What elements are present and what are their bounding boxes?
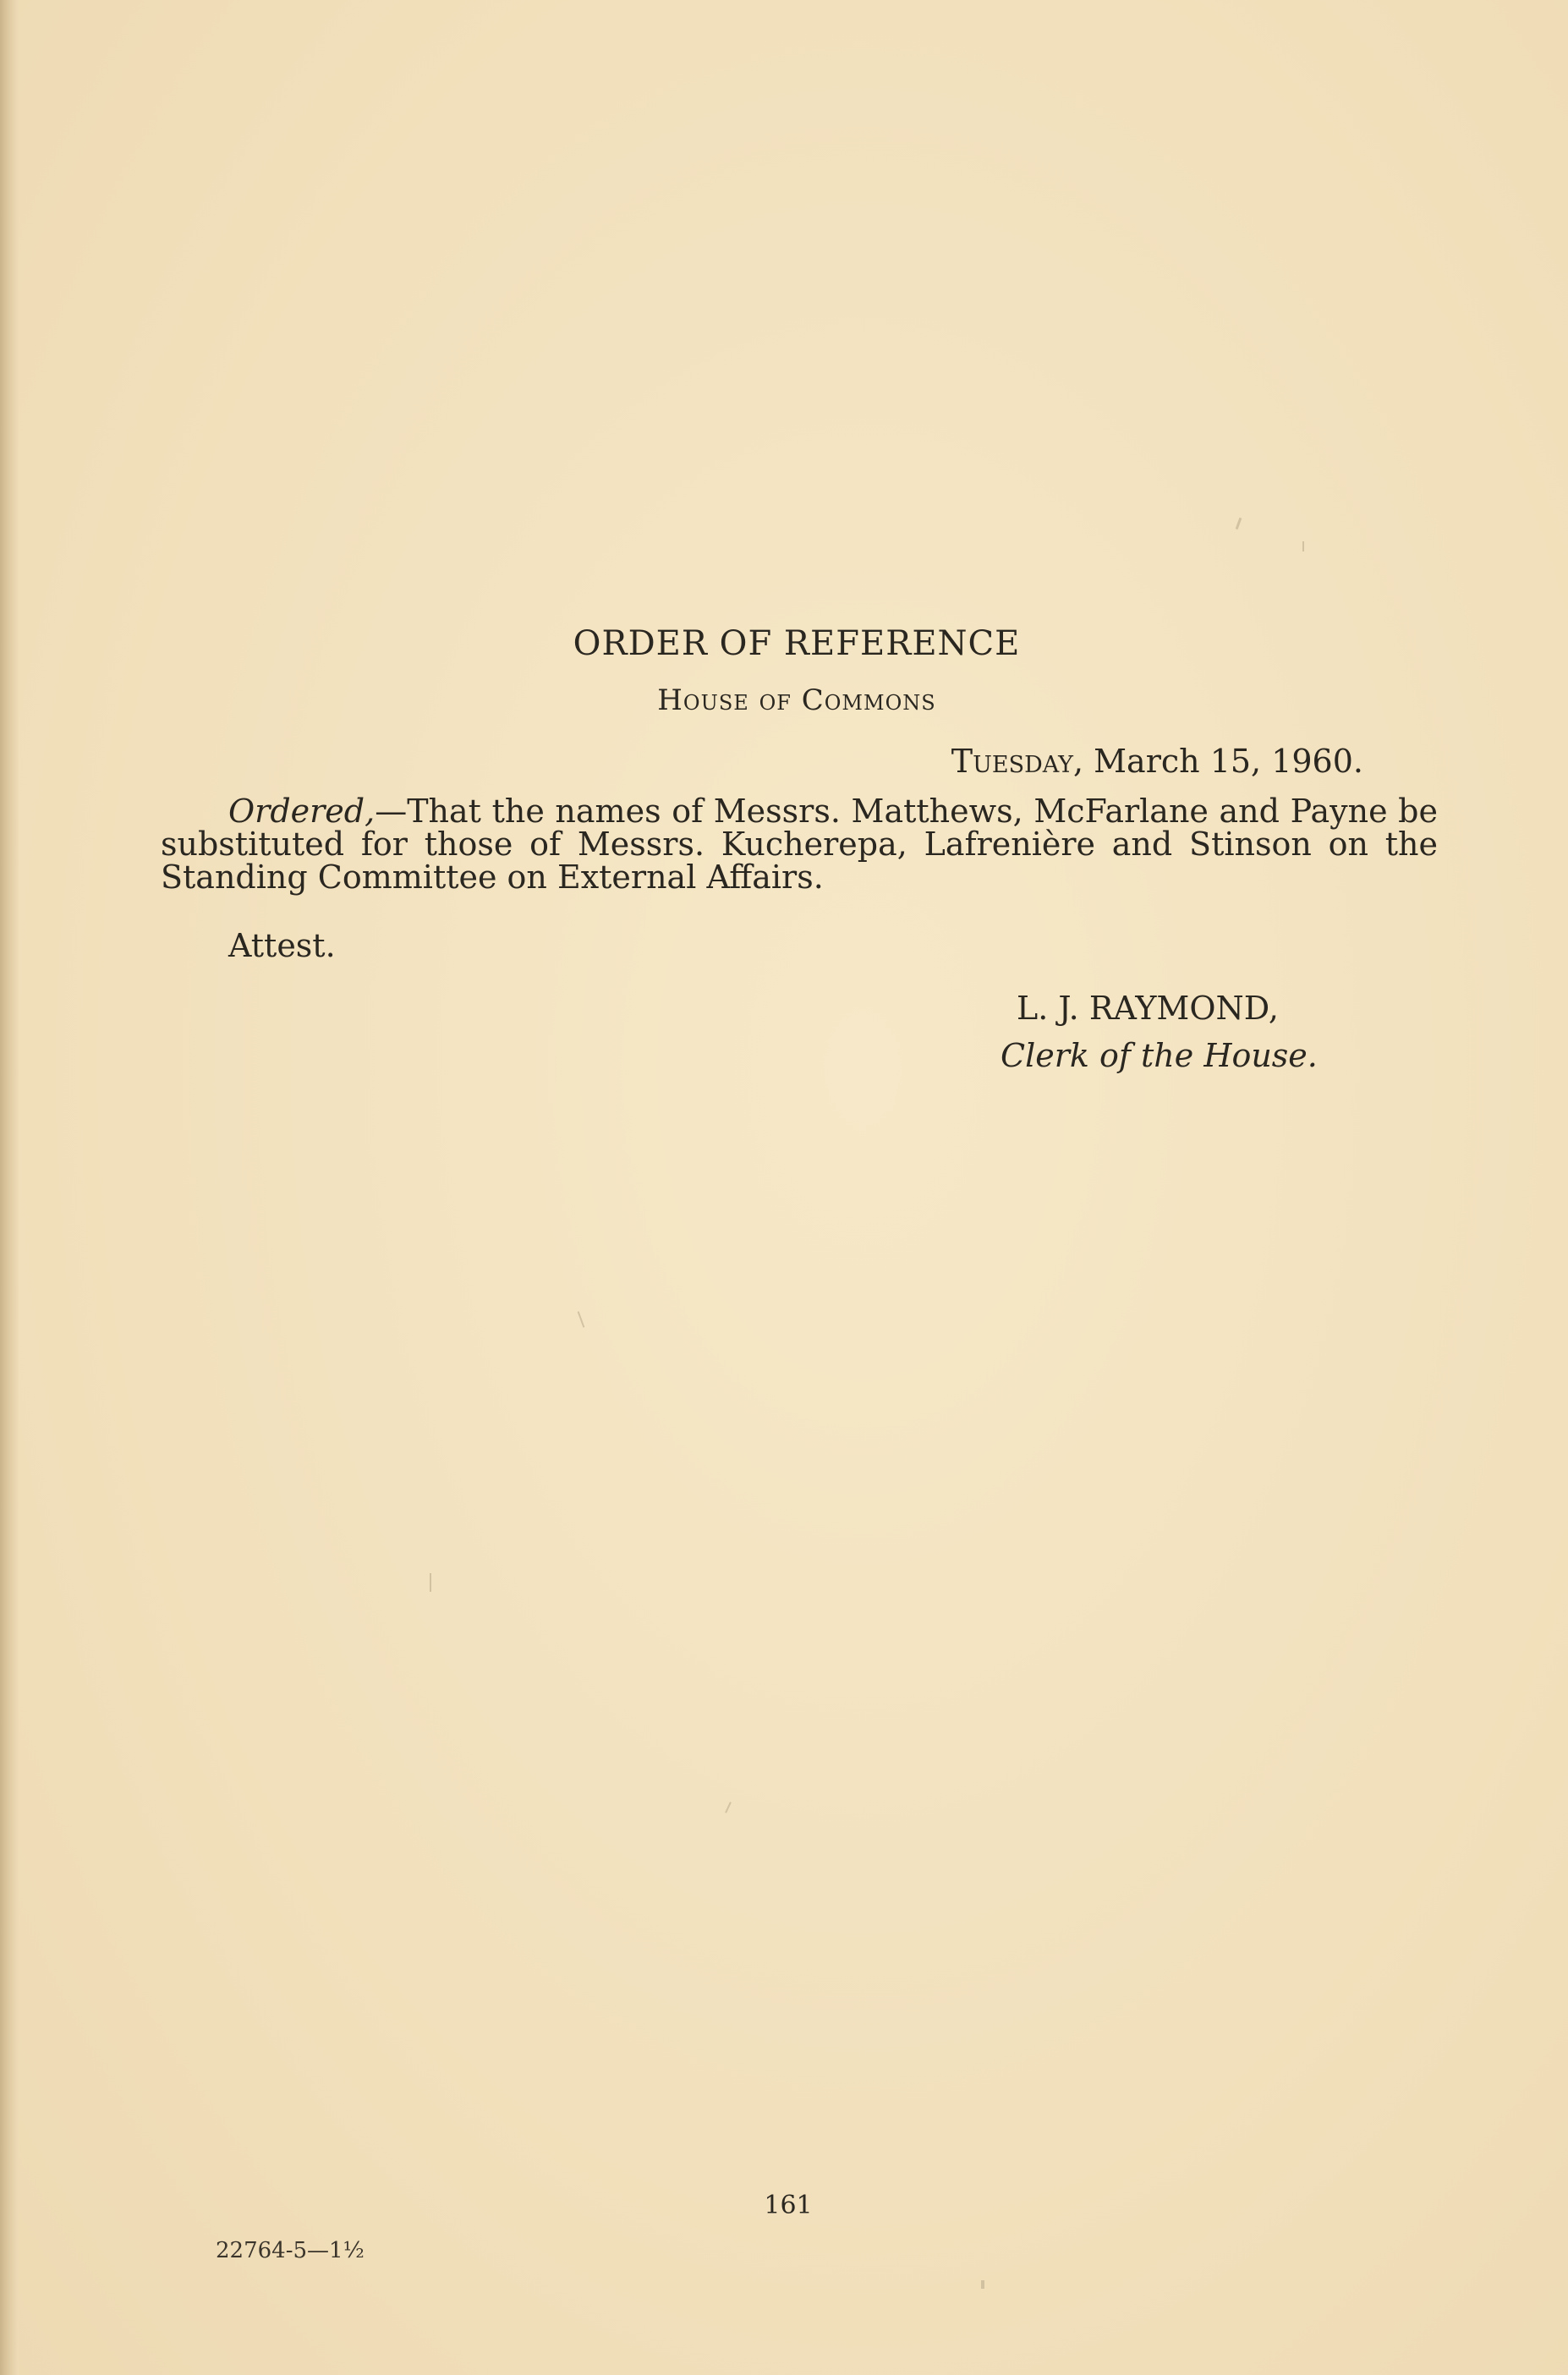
order-paragraph [161,795,1438,894]
document-heading: ORDER OF REFERENCE [573,624,1021,663]
print-code: 22764-5—1½ [216,2238,365,2263]
signer-name: L. J. RAYMOND, [1017,990,1279,1027]
page-number: 161 [764,2191,813,2220]
paper-speck [725,1802,732,1813]
paper-speck [1302,541,1304,551]
attest-line: Attest. [228,927,336,964]
document-subheading: House of Commons [657,683,936,717]
paper-speck [1236,518,1242,529]
signer-title: Clerk of the House. [1001,1037,1318,1074]
order-lead: Ordered, [228,793,376,830]
page-spine-edge [0,0,19,2375]
order-date [951,743,1363,780]
paper-speck [578,1311,585,1327]
order-date-day: Tuesday, [951,743,1084,780]
paper-speck [981,2280,984,2289]
order-date-rest: March 15, 1960. [1083,743,1363,780]
order-text: —That the names of Messrs. Matthews, McFarlane and Payne be substituted for those of Messrs. Kucherepa, Lafrenière and Stinson on the Standing Committee on External Affairs. [161,793,1438,896]
paper-speck [430,1573,431,1592]
